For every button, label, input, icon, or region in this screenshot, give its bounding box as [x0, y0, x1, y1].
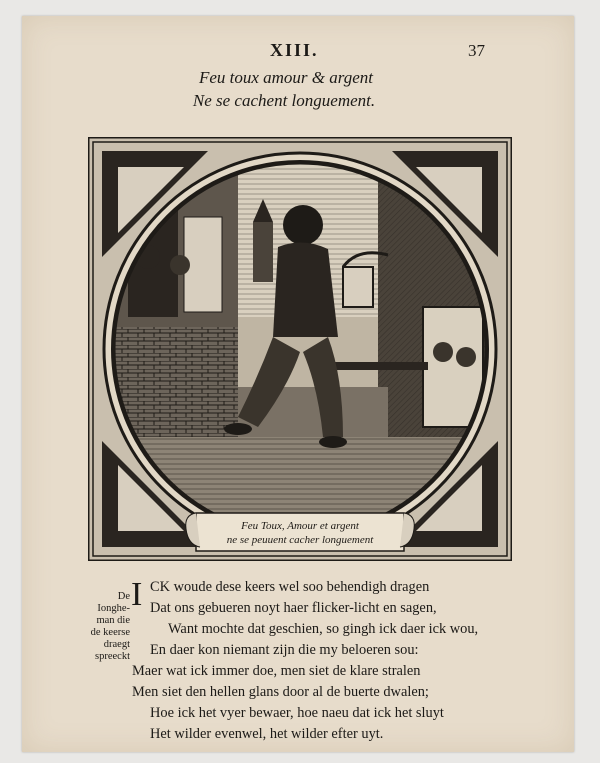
margin-gloss: [86, 591, 130, 663]
book-page: [22, 16, 574, 752]
chapter-number: XIII.: [270, 40, 319, 60]
banner-line-1: Feu Toux, Amour et argent: [241, 520, 359, 532]
poem-line-5: Maer wat ick immer doe, men siet de klare stralen: [132, 663, 421, 679]
gloss-line: draegt: [103, 639, 130, 650]
poem-line-7: Hoe ick het vyer bewaer, hoe naeu dat ick het sluyt: [150, 705, 444, 721]
motto-line-2: Ne se cachent longuement.: [192, 91, 376, 110]
poem-line-8: Het wilder evenwel, het wilder efter uyt.: [150, 726, 384, 742]
poem-line-4: En daer kon niemant zijn die my beloeren sou:: [150, 642, 419, 658]
banner-line-2: ne se peuuent cacher longuement: [226, 534, 374, 546]
emblem-engraving: [88, 137, 512, 561]
poem-line-6: Men siet den hellen glans door al de buerte dwalen;: [132, 684, 429, 700]
gloss-line: Ionghe-: [97, 603, 130, 614]
gloss-line: de keerse: [90, 627, 130, 638]
poem-line-2: Dat ons gebueren noyt haer flicker-licht en sagen,: [150, 600, 437, 616]
poem-line-3: Want mochte dat geschien, so gingh ick daer ick wou,: [168, 621, 479, 637]
gloss-line: man die: [96, 615, 130, 626]
page-number: 37: [468, 41, 485, 60]
motto-line-1: Feu toux amour & argent: [198, 68, 374, 87]
poem-line-1: CK woude dese keers wel soo behendigh dragen: [150, 579, 430, 595]
gloss-line: spreeckt: [95, 651, 130, 662]
motto-banner: [186, 513, 415, 551]
drop-cap: I: [131, 576, 143, 613]
gloss-line: De: [117, 591, 130, 602]
